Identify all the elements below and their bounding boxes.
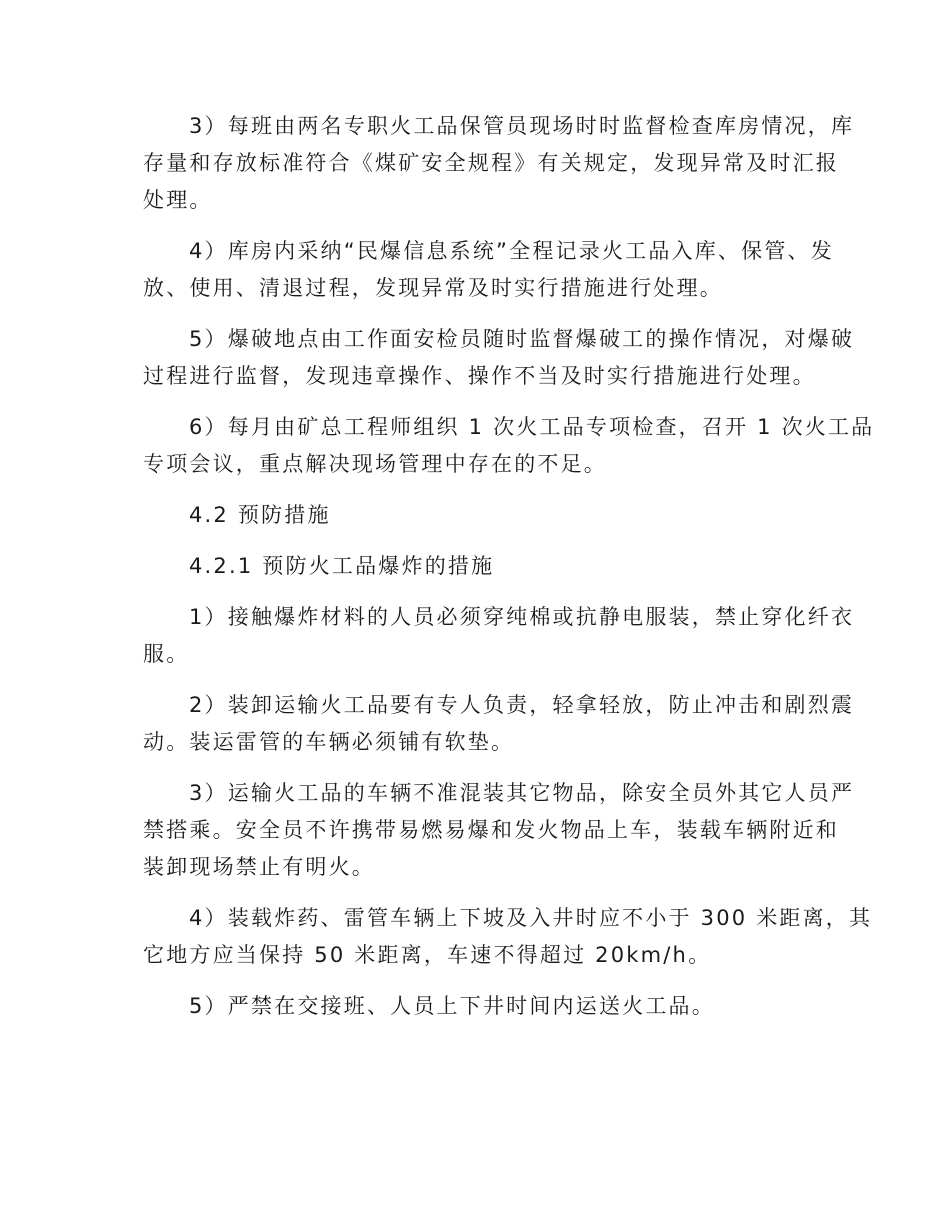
subsection-heading-explosion-prevention: 4.2.1 预防火工品爆炸的措施 xyxy=(189,554,495,578)
document-body xyxy=(143,108,875,1039)
text-line: 3）运输火工品的车辆不准混装其它物品，除安全员外其它人员严 xyxy=(189,781,855,805)
paragraph-transport-vehicle-rule xyxy=(143,775,855,886)
text-line: 装卸现场禁止有明火。 xyxy=(143,855,375,879)
paragraph-distance-speed-rule xyxy=(143,900,873,974)
paragraph-blasting-supervision xyxy=(143,321,855,395)
text-line: 禁搭乘。安全员不许携带易燃易爆和发火物品上车，装载车辆附近和 xyxy=(143,818,839,842)
text-line: 3）每班由两名专职火工品保管员现场时时监督检查库房情况，库 xyxy=(189,114,855,138)
text-line: 它地方应当保持 50 米距离，车速不得超过 20km/h。 xyxy=(143,943,712,967)
text-line: 动。装运雷管的车辆必须铺有软垫。 xyxy=(143,730,515,754)
text-line: 5）严禁在交接班、人员上下井时间内运送火工品。 xyxy=(189,994,715,1018)
paragraph-custody-supervision xyxy=(143,108,855,219)
paragraph-tracking-system xyxy=(143,233,834,307)
text-line: 服。 xyxy=(143,642,190,666)
paragraph-clothing-rule xyxy=(143,599,855,673)
paragraph-shift-change-rule xyxy=(143,988,809,1025)
text-line: 处理。 xyxy=(143,188,213,212)
text-line: 2）装卸运输火工品要有专人负责，轻拿轻放，防止冲击和剧烈震 xyxy=(189,693,855,717)
section-heading-prevention: 4.2 预防措施 xyxy=(189,503,331,527)
text-line: 1）接触爆炸材料的人员必须穿纯棉或抗静电服装，禁止穿化纤衣 xyxy=(189,605,855,629)
text-line: 过程进行监督，发现违章操作、操作不当及时实行措施进行处理。 xyxy=(143,364,816,388)
paragraph-handling-rule xyxy=(143,687,855,761)
text-line: 4）库房内采纳“民爆信息系统”全程记录火工品入库、保管、发 xyxy=(189,239,834,263)
paragraph-monthly-inspection xyxy=(143,409,875,483)
text-line: 4）装载炸药、雷管车辆上下坡及入井时应不小于 300 米距离，其 xyxy=(189,906,873,930)
text-line: 专项会议，重点解决现场管理中存在的不足。 xyxy=(143,452,607,476)
text-line: 存量和存放标准符合《煤矿安全规程》有关规定，发现异常及时汇报 xyxy=(143,151,839,175)
text-line: 放、使用、清退过程，发现异常及时实行措施进行处理。 xyxy=(143,276,723,300)
text-line: 5）爆破地点由工作面安检员随时监督爆破工的操作情况，对爆破 xyxy=(189,327,855,351)
text-line: 6）每月由矿总工程师组织 1 次火工品专项检查，召开 1 次火工品 xyxy=(189,415,875,439)
